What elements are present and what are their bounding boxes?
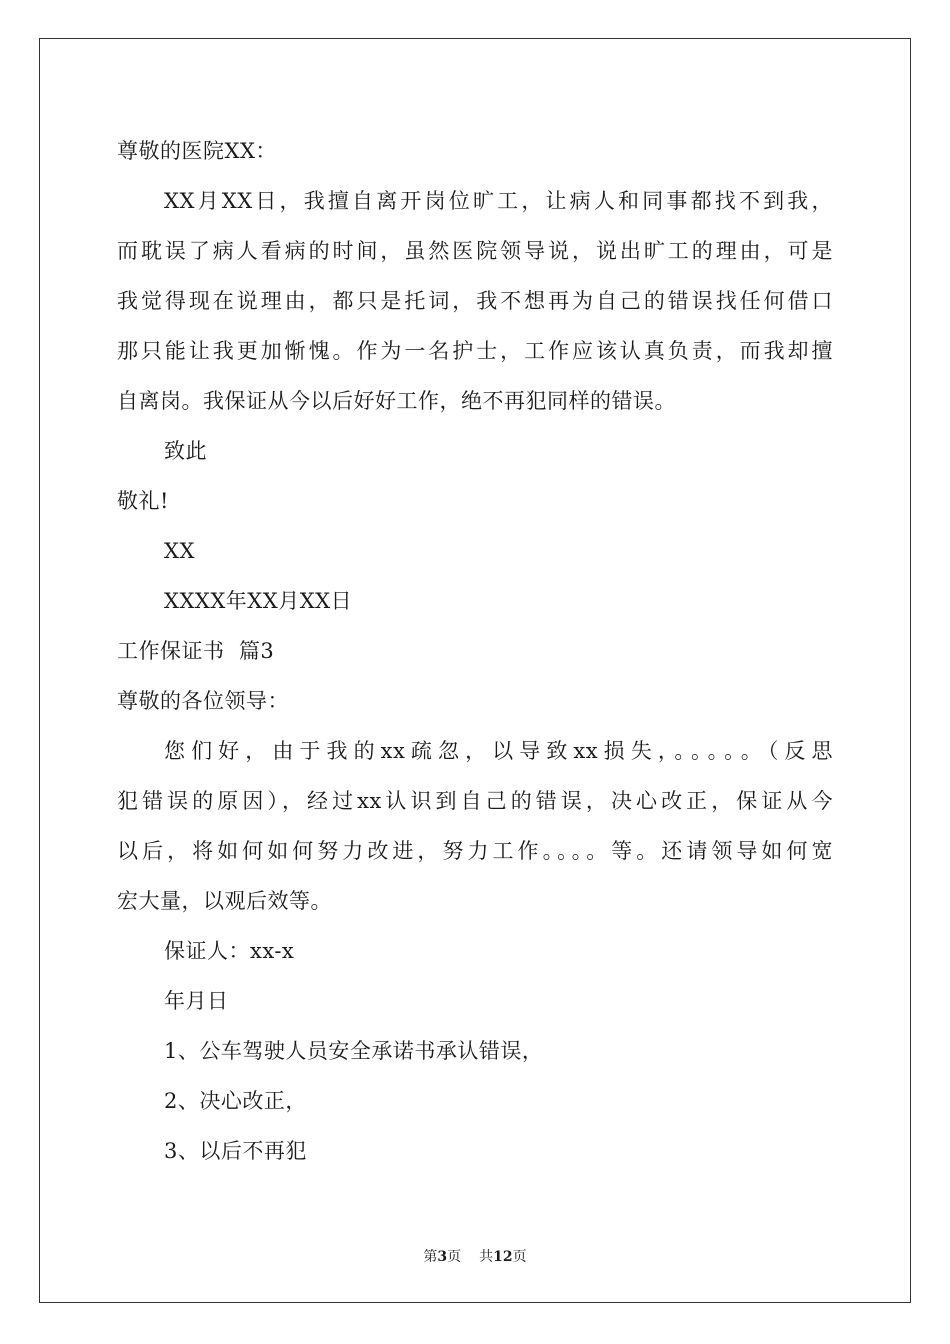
- document-body: [117, 126, 833, 1176]
- list-item: 3、以后不再犯: [164, 1139, 307, 1163]
- paragraph-line: 以后，将如何如何努力改进，努力工作。。。。等。还请领导如何宽: [117, 839, 833, 863]
- paragraph-line: XX月XX日，我擅自离开岗位旷工，让病人和同事都找不到我，: [164, 189, 833, 213]
- signature-name: XX: [164, 539, 195, 563]
- paragraph-line: 宏大量，以观后效等。: [117, 889, 332, 913]
- salutation-leaders: 尊敬的各位领导：: [117, 689, 289, 713]
- closing-phrase: 致此: [164, 439, 207, 463]
- section-title: 工作保证书 篇3: [117, 639, 275, 663]
- total-suffix: 页: [512, 1249, 527, 1265]
- guarantor-line: 保证人：xx-x: [164, 939, 295, 963]
- page-number: 3: [437, 1249, 448, 1265]
- paragraph-line: 您们好，由于我的xx疏忽，以导致xx损失，。。。。。（反思: [164, 739, 833, 763]
- date-line: 年月日: [164, 989, 229, 1013]
- paragraph-line: 而耽误了病人看病的时间，虽然医院领导说，说出旷工的理由，可是: [117, 239, 833, 263]
- paragraph-line: 自离岗。我保证从今以后好好工作，绝不再犯同样的错误。: [117, 389, 676, 413]
- page-suffix: 页: [447, 1249, 462, 1265]
- salutation-hospital: 尊敬的医院XX：: [117, 139, 277, 163]
- page-prefix: 第: [423, 1249, 438, 1265]
- signature-date: XXXX年XX月XX日: [164, 589, 353, 613]
- closing-salute: 敬礼!: [117, 489, 169, 513]
- paragraph-line: 我觉得现在说理由，都只是托词，我不想再为自己的错误找任何借口: [117, 289, 833, 313]
- total-prefix: 共: [479, 1249, 494, 1265]
- paragraph-line: 那只能让我更加惭愧。作为一名护士，工作应该认真负责，而我却擅: [117, 339, 833, 363]
- page-footer: [0, 1247, 950, 1267]
- list-item: 2、决心改正，: [164, 1089, 307, 1113]
- paragraph-line: 犯错误的原因），经过xx认识到自己的错误，决心改正，保证从今: [117, 789, 833, 813]
- list-item: 1、公车驾驶人员安全承诺书承认错误，: [164, 1039, 544, 1063]
- total-pages: 12: [493, 1249, 513, 1265]
